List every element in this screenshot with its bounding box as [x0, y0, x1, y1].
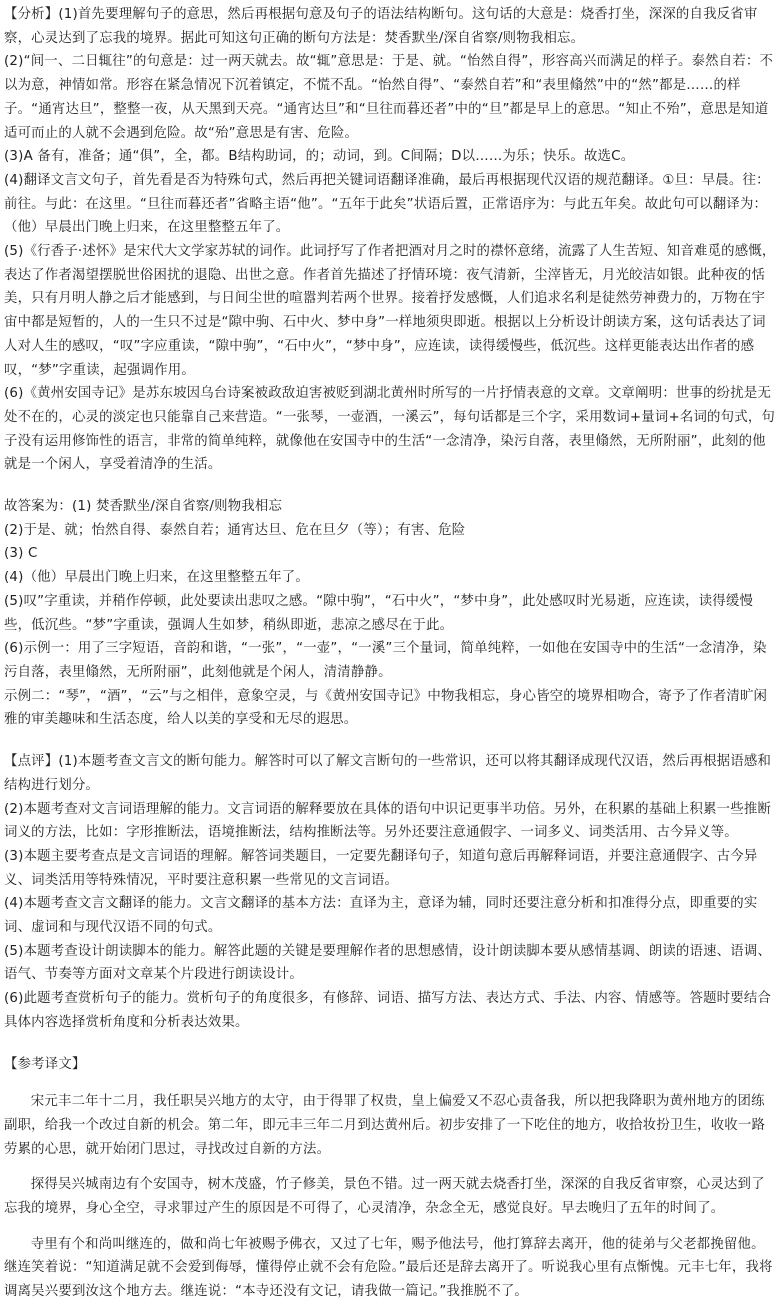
- analysis-paragraph-4: (4)翻译文言文句子，首先看是否为特殊句式，然后再把关键词语翻译准确，最后再根据现代汉语的规范翻译。①旦：早晨。往：前往。与此：在这里。“旦往而暮还者”省略主语“他”。“五年于此矣”状语后置，正常语序为：与此五年矣。故此句可以翻译为：（他）早晨出门晚上归来，在这里整整五年了。: [4, 172, 770, 236]
- translation-heading: 【参考译文】: [4, 1056, 86, 1072]
- translation-paragraph-3: 寺里有个和尚叫继连的，做和尚七年被赐予佛衣，又过了七年，赐予他法号，他打算辞去离开，他的徒弟与父老都挽留他。继连笑着说：“知道满足就不会爱到侮辱，懂得停止就不会有危险。”最后还是辞去离开了。听说我心里有点惭愧。元丰七年，我将调离吴兴要到汝这个地方去。继连说：“本寺还没有文记，请我做一篇记。”我推脱不了。: [4, 1236, 773, 1300]
- analysis-paragraph-1: 【分析】(1)首先要理解句子的意思，然后再根据句意及句子的语法结构断句。这句话的大意是：烧香打坐，深深的自我反省审察，心灵达到了忘我的境界。据此可知这句正确的断句方法是：焚香默坐/深自省察/则物我相忘。: [4, 7, 758, 46]
- analysis-paragraph-3: (3)A 备有，准备；通“俱”，全，都。B结构助词，的；动词，到。C间隔；D以……为乐；快乐。故选C。: [4, 149, 635, 165]
- answer-section: [4, 495, 776, 732]
- answer-paragraph-4: (4)（他）早晨出门晚上归来，在这里整整五年了。: [4, 570, 309, 586]
- analysis-paragraph-5: (5)《行香子·述怀》是宋代大文学家苏轼的词作。此词抒写了作者把酒对月之时的襟怀意绪，流露了人生苦短、知音难觅的感慨，表达了作者渴望摆脱世俗困扰的退隐、出世之意。作者首先描述了抒情环境：夜气清新，尘滓皆无，月光皎洁如银。此种夜的恬美，只有月明人静之后才能感到，与日间尘世的喧嚣判若两个世界。接着抒发感慨，人们追求名利是徒然劳神费力的，万物在宇宙中都是短暂的，人的一生只不过是“隙中驹、石中火、梦中身”一样地须臾即逝。根据以上分析设计朗读方案，这句话表达了词人对人生的感叹，“叹”字应重读，“隙中驹”，“石中火”，“梦中身”，应连读，读得缓慢些，低沉些。这样更能表达出作者的感叹，“梦”字重读，起强调作用。: [4, 244, 776, 378]
- analysis-section: [4, 3, 776, 477]
- translation-section: [4, 1053, 776, 1304]
- answer-paragraph-3: (3) C: [4, 546, 38, 562]
- comment-paragraph-1: 【点评】(1)本题考查文言文的断句能力。解答时可以了解文言断句的一些常识，还可以将其翻译成现代汉语，然后再根据语感和结构进行划分。: [4, 754, 772, 793]
- comment-paragraph-6: (6)此题考查赏析句子的能力。赏析句子的角度很多，有修辞、词语、描写方法、表达方式、手法、内容、情感等。答题时要结合具体内容选择赏析角度和分析表达效果。: [4, 991, 772, 1030]
- analysis-paragraph-6: (6)《黄州安国寺记》是苏东坡因乌台诗案被政敌迫害被贬到湖北黄州时所写的一片抒情表意的文章。文章阐明：世事的纷扰是无处不在的，心灵的淡定也只能靠自己来营造。“一张琴，一壶酒，一溪云”，每句话都是三个字，采用数词+量词+名词的句式，句子没有运用修饰性的语言，非常的简单纯粹，就像他在安国寺中的生活“一念清净，染污自落，表里翛然，无所附丽”，此刻的他就是一个闲人，享受着清净的生活。: [4, 386, 776, 473]
- answer-paragraph-6: (6)示例一：用了三字短语，音韵和谐，“一张”，“一壶”，“一溪”三个量词，简单纯粹，一如他在安国寺中的生活“一念清净，染污自落，表里翛然，无所附丽”，此刻他就是个闲人，清清静静。: [4, 641, 767, 680]
- section-spacer: [4, 732, 776, 750]
- comment-paragraph-4: (4)本题考查文言文翻译的能力。文言文翻译的基本方法：直译为主，意译为辅，同时还要注意分析和扣准得分点，即重要的实词、虚词和与现代汉语不同的句式。: [4, 896, 758, 936]
- answer-paragraph-2: (2)于是、就；怡然自得、泰然自若；通宵达旦、危在旦夕（等）；有害、危险: [4, 522, 466, 538]
- answer-paragraph-7: 示例二：“琴”，“酒”，“云”与之相伴，意象空灵，与《黄州安国寺记》中物我相忘，身心皆空的境界相吻合，寄予了作者清旷闲雅的审美趣味和生活态度，给人以美的享受和无尽的遐思。: [4, 688, 768, 728]
- comment-paragraph-2: (2)本题考查对文言词语理解的能力。文言词语的解释要放在具体的语句中识记更事半功倍。另外，在积累的基础上积累一些推断词义的方法，比如：字形推断法，语境推断法，结构推断法等。另外还要注意通假字、一词多义、词类活用、古今异义等。: [4, 801, 772, 841]
- translation-paragraph-2: 探得吴兴城南边有个安国寺，树木茂盛，竹子修美，景色不错。过一两天就去烧香打坐，深深的自我反省审察，心灵达到了忘我的境界，身心全空，寻求罪过产生的原因是不可得了，心灵清净，杂念全无，感觉良好。早去晚归了五年的时间了。: [4, 1177, 765, 1217]
- answer-paragraph-1: 故答案为：(1) 焚香默坐/深自省察/则物我相忘: [4, 499, 283, 515]
- comment-section: [4, 750, 776, 1034]
- comment-paragraph-3: (3)本题主要考查点是文言词语的理解。解答词类题目，一定要先翻译句子，知道句意后再解释词语，并要注意通假字、古今异义、词类活用等特殊情况，平时要注意积累一些常见的文言词语。: [4, 848, 758, 888]
- comment-paragraph-5: (5)本题考查设计朗读脚本的能力。解答此题的关键是要理解作者的思想感情，设计朗读脚本要从感情基调、朗读的语速、语调、语气、节奏等方面对文章某个片段进行朗读设计。: [4, 943, 772, 983]
- translation-paragraph-1: 宋元丰二年十二月，我任职吴兴地方的太守，由于得罪了权贵，皇上偏爱又不忍心责备我，所以把我降职为黄州地方的团练副职，给我一个改过自新的机会。第二年，即元丰三年二月到达黄州后。初步安排了一下吃住的地方，收拾妆扮卫生，收收一路劳累的心思，就开始闭门思过，寻找改过自新的方法。: [4, 1094, 766, 1157]
- section-spacer: [4, 1035, 776, 1053]
- answer-paragraph-5: (5)叹”字重读，并稍作停顿，此处要读出悲叹之感。“隙中驹”，“石中火”，“梦中身”，此处感叹时光易逝，应连读，读得缓慢些，低沉些。“梦”字重读，强调人生如梦，稍纵即逝，悲凉之感尽在于此。: [4, 593, 754, 633]
- heading-spacer: [4, 1076, 776, 1090]
- analysis-paragraph-2: (2)“间一、二日辄往”的句意是：过一两天就去。故“辄”意思是：于是、就。“怡然自得”，形容高兴而满足的样子。泰然自若：不以为意，神情如常。形容在紧急情况下沉着镇定，不慌不乱。“怡然自得”、“泰然自若”和“表里翛然”中的“然”都是……的样子。“通宵达旦”，整整一夜，从天黑到天亮。“通宵达旦”和“旦往而暮还者”中的“旦”都是早上的意思。“知止不殆”，意思是知道适可而止的人就不会遇到危险。故“殆”意思是有害、危险。: [4, 54, 774, 141]
- section-spacer: [4, 477, 776, 495]
